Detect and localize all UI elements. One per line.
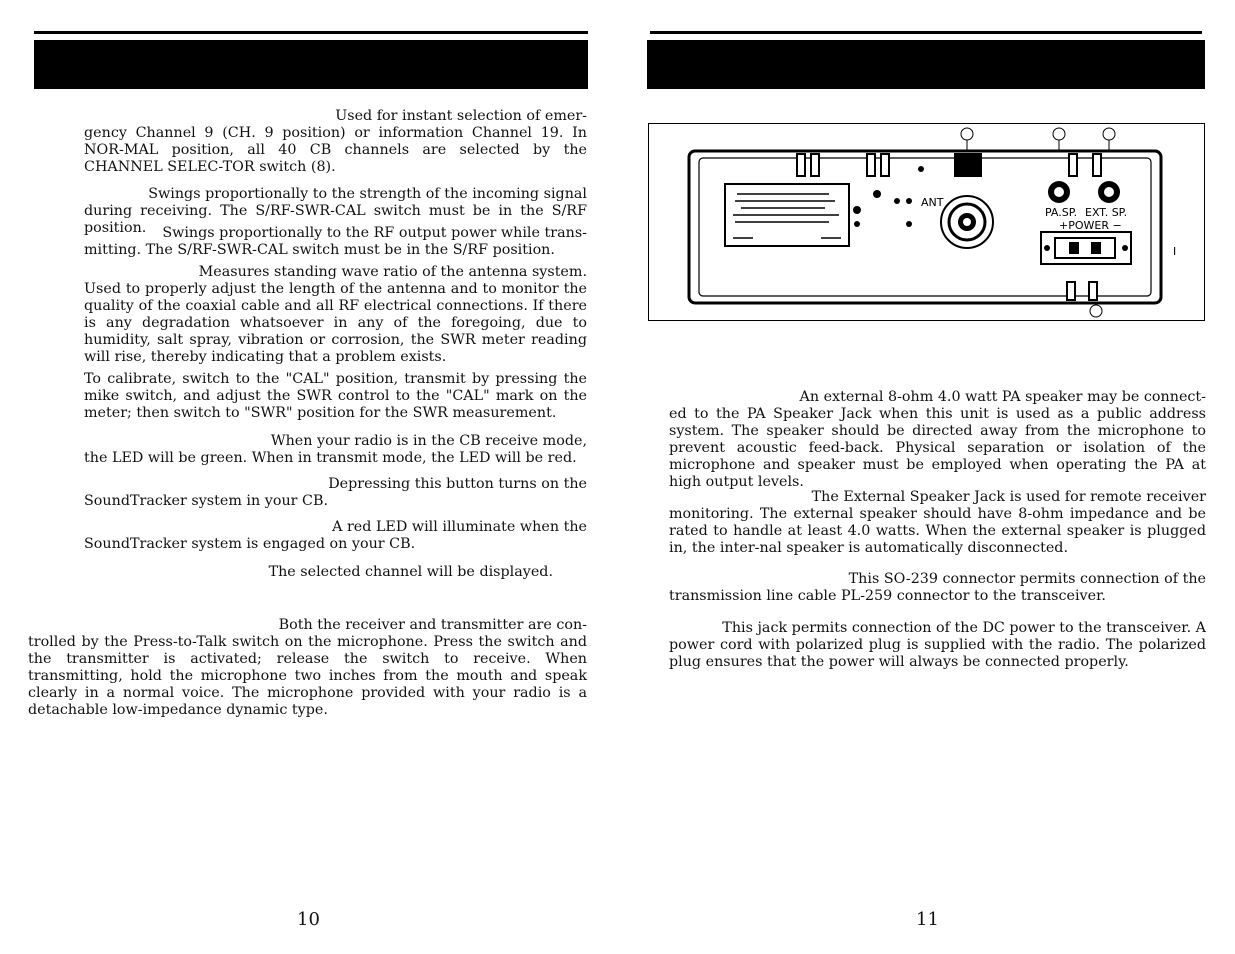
left-para-7-rest: SoundTracker system in your CB.: [84, 493, 329, 509]
ant-connector: [941, 196, 993, 248]
left-para-2-rest: during receiving. The S/RF-SWR-CAL switch must be in the S/RF position.: [84, 203, 587, 236]
left-para-2-first: Swings proportionally to the strength of the incoming signal: [148, 186, 587, 202]
callout-circle-power: [1090, 305, 1102, 317]
right-para-3-rest: transmission line cable PL-259 connector to the transceiver.: [669, 588, 1106, 604]
rear-panel-figure: [648, 123, 1205, 321]
right-para-2-rest: monitoring. The external speaker should have 8-ohm impedance and be rated to handle at least 4.0 watts. When the external speaker is plugged in, the inter-nal speaker is automatically disconnected.: [669, 506, 1206, 556]
ant-label: ANT: [921, 196, 944, 209]
left-page-number: 10: [297, 909, 320, 930]
left-para-9-first: The selected channel will be displayed.: [268, 564, 553, 580]
left-para-6-first: When your radio is in the CB receive mode,: [270, 433, 587, 449]
left-para-7-first: Depressing this button turns on the: [328, 476, 587, 492]
power-label: +POWER −: [1059, 219, 1122, 232]
ext-sp-label: EXT. SP.: [1085, 206, 1128, 219]
callout-circle-ant: [961, 128, 973, 140]
left-para-3-first: Swings proportionally to the RF output power while trans-: [162, 225, 587, 241]
left-para-1-rest: gency Channel 9 (CH. 9 position) or information Channel 19. In NOR-MAL position, all 40 CB channels are selected by the CHANNEL SELEC-TOR switch (8).: [84, 125, 587, 175]
right-para-2-first: The External Speaker Jack is used for remote receiver: [811, 489, 1206, 505]
left-header-bar: [34, 40, 588, 89]
right-para-1-first: An external 8-ohm 4.0 watt PA speaker may be connect-: [799, 389, 1206, 405]
pa-sp-label: PA.SP.: [1045, 206, 1078, 219]
side-mark: I: [1173, 245, 1177, 258]
left-para-10: [28, 617, 587, 719]
right-para-1-rest: ed to the PA Speaker Jack when this unit is used as a public address system. The speaker should be directed away from the microphone to prevent acoustic feed-back. Physical separation or isolation of the microphone and speaker must be employed when operating the PA at high output levels.: [669, 406, 1206, 490]
left-para-5: [84, 371, 587, 422]
label-plate: [725, 184, 849, 246]
right-para-3-first: This SO-239 connector permits connection of the: [848, 571, 1206, 587]
left-para-4-rest: Used to properly adjust the length of the antenna and to monitor the quality of the coaxial cable and all RF electrical connections. If there is any degradation whatsoever in any of the foregoing, due to humidity, salt spray, vibration or corrosion, the SWR meter reading will rise, thereby indicating that a problem exists.: [84, 281, 587, 365]
left-para-3: [84, 225, 587, 259]
power-connector: [1041, 232, 1131, 264]
left-para-1: [84, 108, 587, 176]
left-para-6-rest: the LED will be green. When in transmit mode, the LED will be red.: [84, 450, 577, 466]
left-para-9: [84, 564, 553, 581]
left-para-3-rest: mitting. The S/RF-SWR-CAL switch must be in the S/RF position.: [84, 242, 555, 258]
left-para-4-first: Measures standing wave ratio of the antenna system.: [198, 264, 587, 280]
left-para-7: [84, 476, 587, 510]
left-para-10-rest: trolled by the Press-to-Talk switch on the microphone. Press the switch and the transmitter is activated; release the switch to receive. When transmitting, hold the microphone two inches from the mouth and speak clearly in a normal voice. The microphone provided with your radio is a detachable low-impedance dynamic type.: [28, 634, 587, 718]
left-para-10-first: Both the receiver and transmitter are con-: [278, 617, 587, 633]
right-para-3: [669, 571, 1206, 605]
right-para-1: [669, 389, 1206, 491]
right-page-number: 11: [916, 909, 939, 930]
left-para-1-first: Used for instant selection of emer-: [335, 108, 587, 124]
right-header-bar: [647, 40, 1205, 89]
pa-speaker-jack: [1048, 181, 1070, 203]
left-para-8-first: A red LED will illuminate when the: [332, 519, 587, 535]
right-para-2: [669, 489, 1206, 557]
ext-speaker-jack: [1098, 181, 1120, 203]
right-para-4: [669, 620, 1206, 671]
callout-circle-ext: [1103, 128, 1115, 140]
callout-circle-pa: [1053, 128, 1065, 140]
right-top-rule: [650, 31, 1202, 34]
left-para-6: [84, 433, 587, 467]
left-top-rule: [34, 31, 588, 34]
left-para-8-rest: SoundTracker system is engaged on your CB.: [84, 536, 416, 552]
left-para-8: [84, 519, 587, 553]
rear-panel-diagram: [649, 124, 1204, 320]
left-para-4: [84, 264, 587, 366]
right-para-4-first: This jack permits connection of the DC power to the transceiver. A: [722, 620, 1206, 636]
right-para-4-rest: power cord with polarized plug is supplied with the radio. The polarized plug ensures that the power will always be connected properly.: [669, 637, 1206, 670]
left-para-5-rest: To calibrate, switch to the "CAL" position, transmit by pressing the mike switch, and adjust the SWR control to the "CAL" mark on the meter; then switch to "SWR" position for the SWR measurement.: [84, 371, 587, 421]
